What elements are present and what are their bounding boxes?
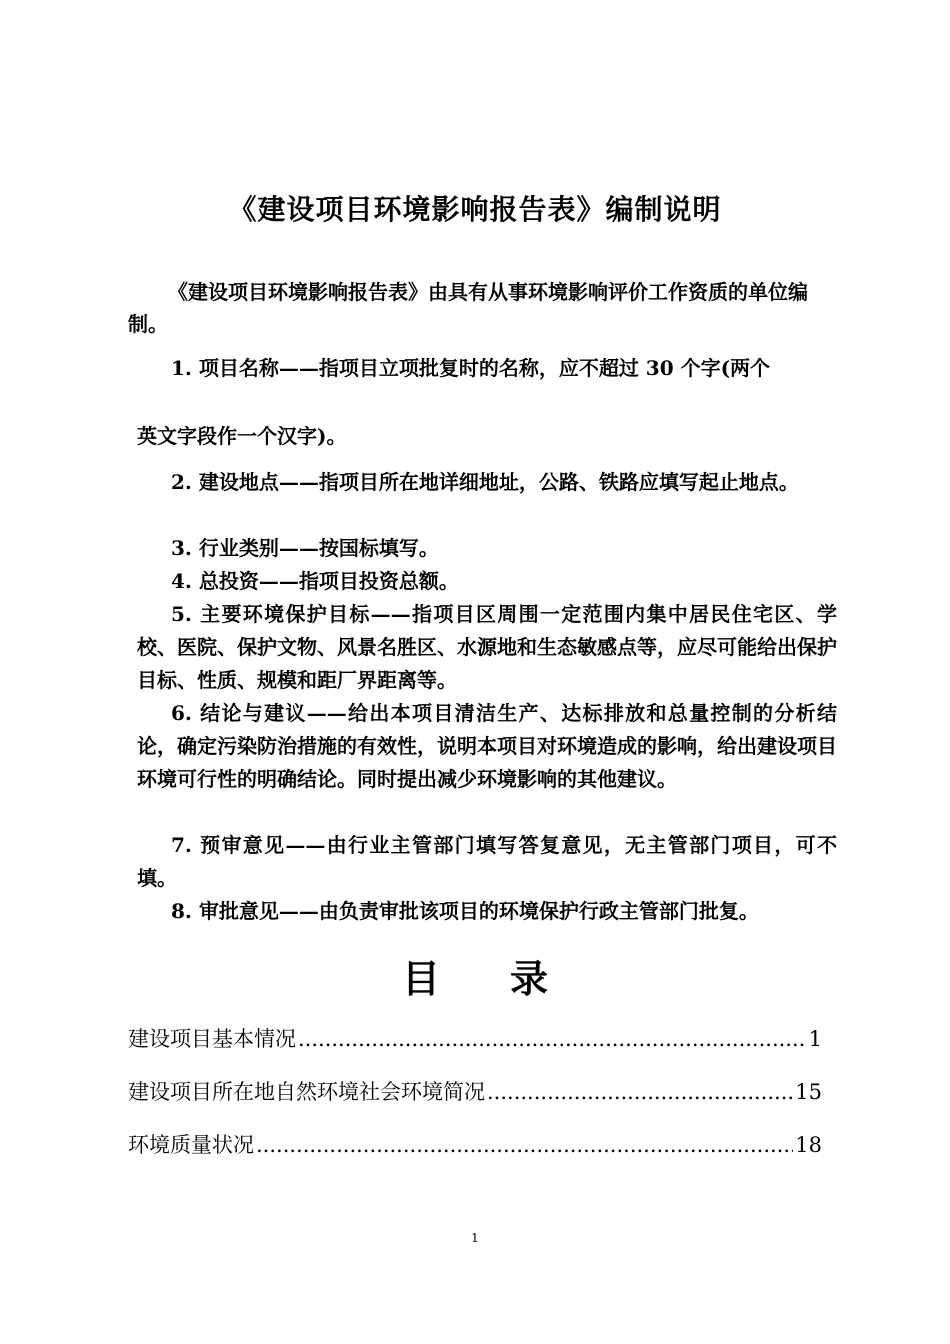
toc-entry-label: 环境质量状况 — [128, 1133, 254, 1157]
toc-title-left: 目 — [401, 956, 440, 1001]
toc-leader-dots — [487, 1080, 793, 1104]
toc-entry[interactable] — [128, 1129, 822, 1159]
item-7: 7. 预审意见——由行业主管部门填写答复意见，无主管部门项目，可不填。 — [137, 833, 837, 890]
toc-leader-dots — [298, 1027, 807, 1051]
item-6: 6. 结论与建议——给出本项目清洁生产、达标排放和总量控制的分析结论，确定污染防治措施的有效性，说明本项目对环境造成的影响，给出建设项目环境可行性的明确结论。同时提出减少环境影响的其他建议。 — [137, 701, 837, 791]
toc-entry-page: 15 — [795, 1080, 822, 1104]
document-title: 《建设项目环境影响报告表》编制说明 — [228, 193, 722, 226]
item-1-continuation: 英文字段作一个汉字)。 — [137, 424, 347, 448]
toc-entry[interactable] — [128, 1023, 822, 1053]
page-number: 1 — [471, 1231, 479, 1245]
intro-paragraph: 《建设项目环境影响报告表》由具有从事环境影响评价工作资质的单位编制。 — [128, 280, 808, 336]
toc-entry-page: 1 — [808, 1027, 822, 1051]
item-5: 5. 主要环境保护目标——指项目区周围一定范围内集中居民住宅区、学校、医院、保护文物、风景名胜区、水源地和生态敏感点等，应尽可能给出保护目标、性质、规模和距厂界距离等。 — [137, 602, 837, 692]
toc-entry-label: 建设项目基本情况 — [128, 1027, 296, 1051]
toc-entry[interactable] — [128, 1076, 822, 1106]
toc-title-right: 录 — [510, 956, 549, 1001]
item-1-line: 1. 项目名称——指项目立项批复时的名称，应不超过 30 个字(两个 — [171, 356, 771, 380]
toc-leader-dots — [256, 1133, 793, 1157]
toc-entry-label: 建设项目所在地自然环境社会环境简况 — [128, 1080, 485, 1104]
item-8: 8. 审批意见——由负责审批该项目的环境保护行政主管部门批复。 — [171, 899, 759, 923]
item-4: 4. 总投资——指项目投资总额。 — [171, 569, 459, 593]
toc-title — [0, 948, 950, 1003]
item-2: 2. 建设地点——指项目所在地详细地址，公路、铁路应填写起止地点。 — [171, 470, 799, 494]
item-3: 3. 行业类别——按国标填写。 — [171, 536, 439, 560]
toc-entry-page: 18 — [795, 1133, 822, 1157]
